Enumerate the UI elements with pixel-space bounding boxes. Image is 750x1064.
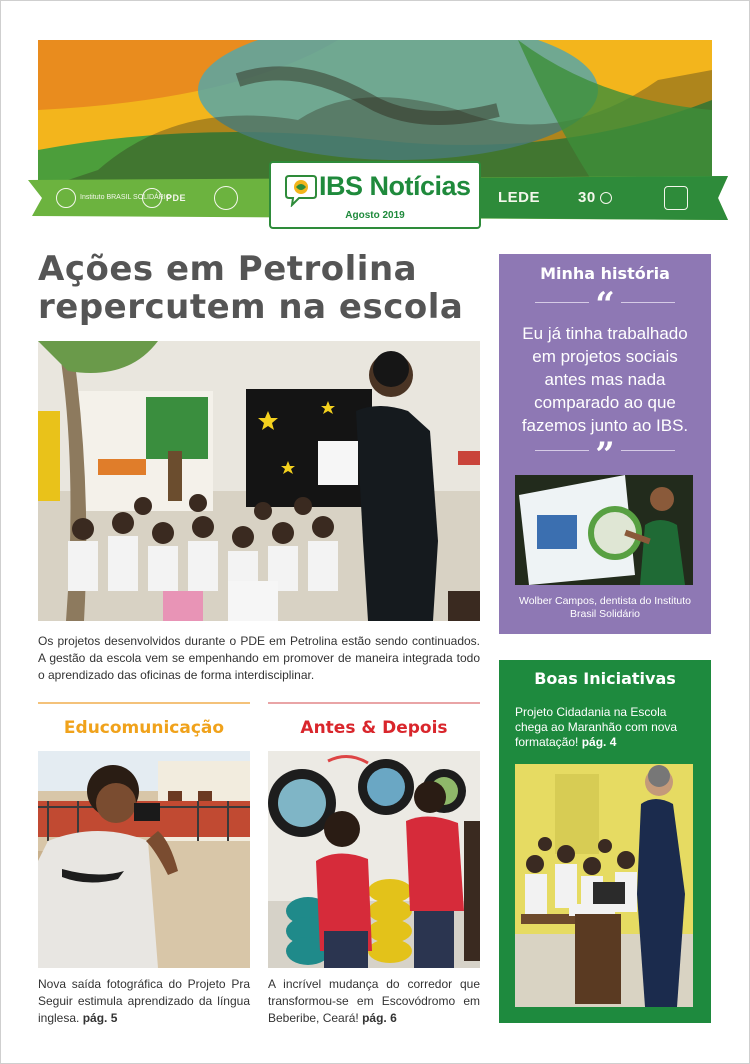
antes-text [268, 976, 480, 1027]
badge-icon [664, 186, 688, 210]
close-quote-icon: ” [595, 435, 615, 475]
partner-lede-text: LEDE [498, 189, 541, 206]
antes-page-ref[interactable]: pág. 6 [362, 1011, 397, 1025]
educom-text-body: Nova saída fotográfica do Projeto Pra Seguir estimula aprendizado da língua inglesa. [38, 977, 250, 1025]
seal-icon [214, 186, 238, 210]
story-quote: Eu já tinha trabalhado em projetos sociais antes mas nada comparado ao que fazemos junto ao IBS. [521, 324, 689, 435]
antes-title: Antes & Depois [300, 718, 448, 738]
open-quote-icon: “ [595, 285, 615, 325]
boas-text [515, 705, 699, 750]
masthead-date: Agosto 2019 [345, 210, 405, 221]
ring-icon [600, 192, 612, 204]
educom-title: Educomunicação [63, 718, 225, 738]
partner-logo-30 [578, 186, 612, 210]
heart-icon [56, 188, 76, 208]
story-photo [515, 475, 693, 585]
partner-logo-badge [664, 186, 688, 210]
partner-logo-lede [498, 186, 540, 210]
story-sidebar [499, 254, 711, 634]
leaf-icon [142, 188, 162, 208]
boas-iniciativas-sidebar [499, 660, 711, 1023]
boas-title: Boas Iniciativas [534, 669, 676, 688]
speech-bubble-icon [285, 173, 317, 207]
partner-ibs-text: Instituto BRASIL SOLIDÁRIO [80, 194, 172, 201]
boas-photo [515, 764, 693, 1007]
educom-rule [38, 702, 250, 704]
partner-logo-pde [142, 186, 186, 210]
partner-logo-seal [214, 186, 238, 210]
main-article-body: Os projetos desenvolvidos durante o PDE em Petrolina estão sendo continuados. A gestão da escola vem se empenhando em promover de maneira integrada todo o aprendizado das oficinas de forma interdisciplinar. [38, 634, 480, 682]
masthead-title: IBS Notícias [319, 171, 471, 201]
boas-page-ref[interactable]: pág. 4 [581, 735, 617, 749]
educom-photo [38, 751, 250, 968]
masthead [269, 161, 481, 229]
story-caption: Wolber Campos, dentista do Instituto Brasil Solidário [519, 595, 691, 620]
antes-photo [268, 751, 480, 968]
educom-page-ref[interactable]: pág. 5 [82, 1011, 118, 1025]
antes-rule [268, 702, 480, 704]
main-headline: Ações em Petrolina repercutem na escola [38, 249, 464, 327]
educom-text [38, 976, 250, 1027]
antes-text-body: A incrível mudança do corredor que transformou-se em Escovódromo em Beberibe, Ceará! [268, 977, 480, 1025]
boas-text-body: Projeto Cidadania na Escola chega ao Maranhão com nova formatação! [515, 705, 678, 749]
partner-pde-text: PDE [166, 193, 187, 203]
story-title: Minha história [540, 264, 670, 283]
main-article-photo [38, 341, 480, 621]
partner-30-text: 30 [578, 189, 596, 206]
